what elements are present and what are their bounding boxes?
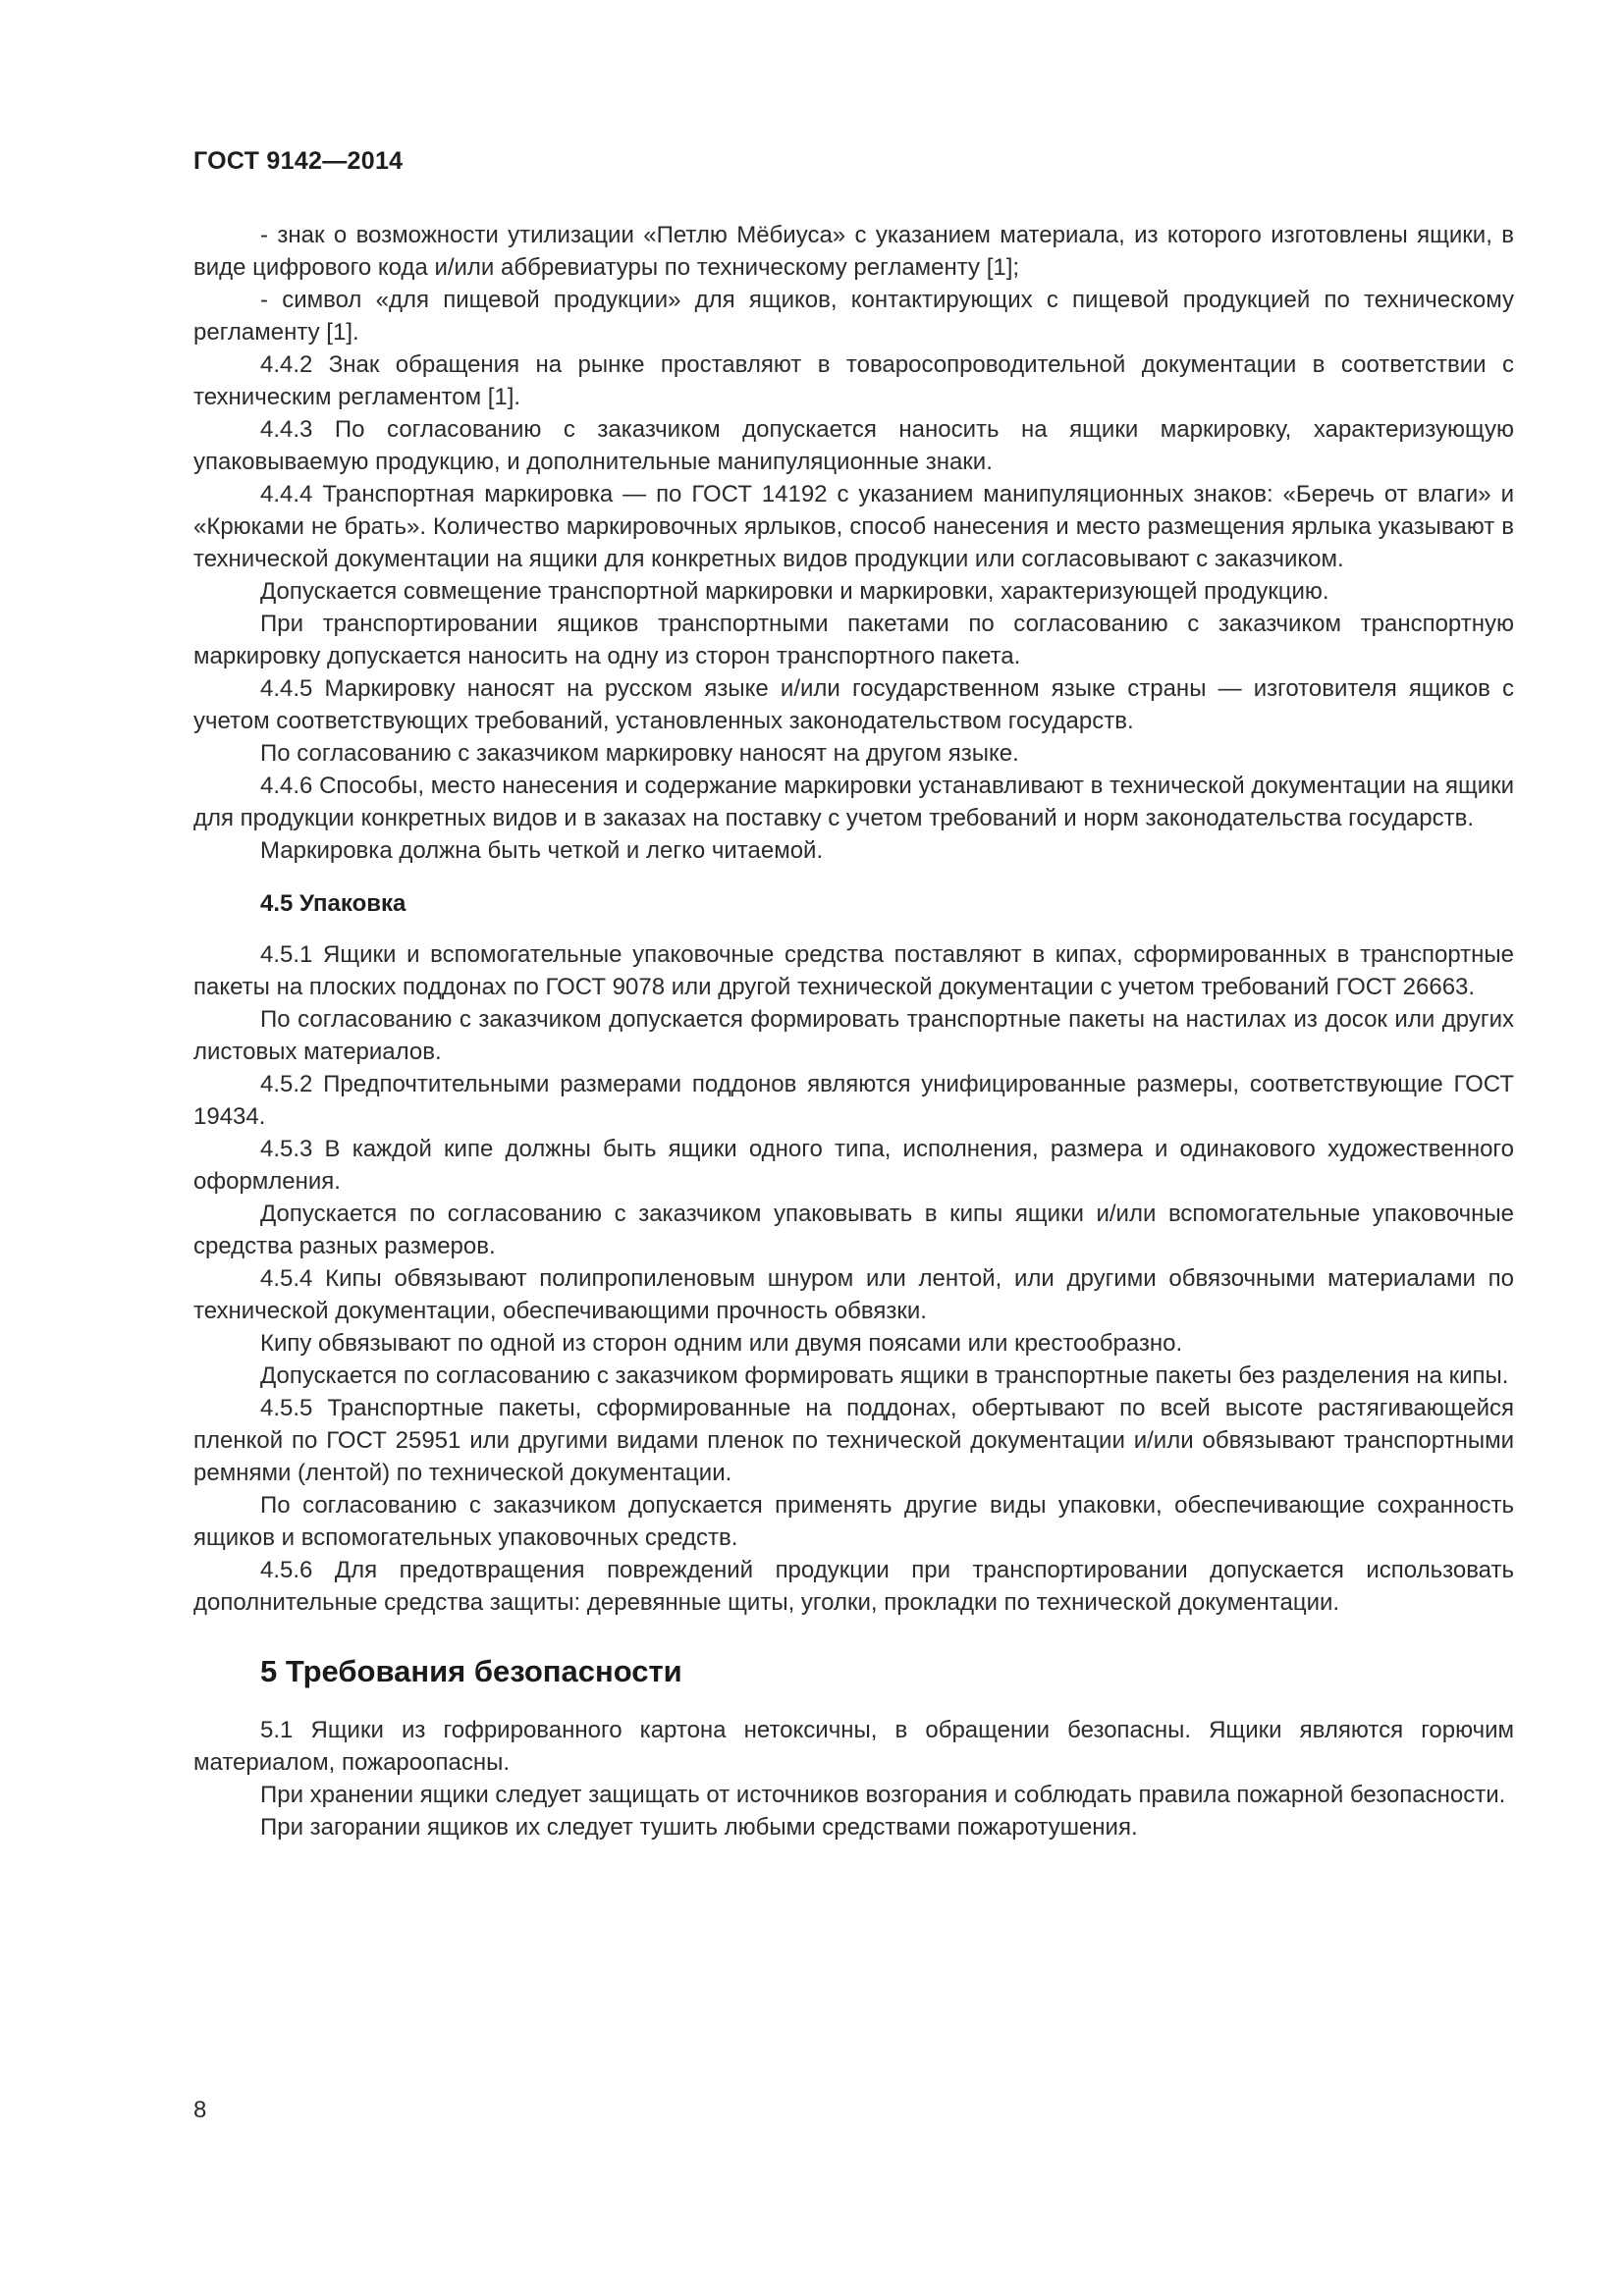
paragraph: 4.4.2 Знак обращения на рынке проставляют в товаросопроводительной документации в соответствии с техническим регламентом [1]. <box>193 351 1514 410</box>
paragraph: 4.5.2 Предпочтительными размерами поддонов являются унифицированные размеры, соответствующие ГОСТ 19434. <box>193 1071 1514 1130</box>
paragraph: 4.5.3 В каждой кипе должны быть ящики одного типа, исполнения, размера и одинакового художественного оформления. <box>193 1136 1514 1195</box>
paragraph: 4.4.5 Маркировку наносят на русском языке и/или государственном языке страны — изготовителя ящиков с учетом соответствующих требований, установленных законодательством государств. <box>193 675 1514 734</box>
paragraph: Кипу обвязывают по одной из сторон одним или двумя поясами или крестообразно. <box>260 1330 1183 1357</box>
document-body <box>193 219 1514 1843</box>
paragraph: 4.4.3 По согласованию с заказчиком допускается наносить на ящики маркировку, характеризующую упаковываемую продукцию, и дополнительные манипуляционные знаки. <box>193 416 1514 475</box>
paragraph: Допускается совмещение транспортной маркировки и маркировки, характеризующей продукцию. <box>260 578 1329 605</box>
paragraph: При хранении ящики следует защищать от источников возгорания и соблюдать правила пожарной безопасности. <box>260 1782 1506 1808</box>
subsection-title-packaging: 4.5 Упаковка <box>260 890 406 917</box>
document-header: ГОСТ 9142—2014 <box>193 147 404 175</box>
paragraph: 4.4.4 Транспортная маркировка — по ГОСТ 14192 с указанием манипуляционных знаков: «Беречь от влаги» и «Крюками не брать». Количество маркировочных ярлыков, способ нанесения и место размещения ярлыка указывают в технической документации на ящики для конкретных видов продукции или согласовывают с заказчиком. <box>193 481 1514 572</box>
paragraph: 4.5.5 Транспортные пакеты, сформированные на поддонах, обертывают по всей высоте растягивающейся пленкой по ГОСТ 25951 или другими видами пленок по технической документации и/или обвязывают транспортными ремнями (лентой) по технической документации. <box>193 1395 1514 1486</box>
paragraph: Допускается по согласованию с заказчиком формировать ящики в транспортные пакеты без разделения на кипы. <box>260 1362 1509 1389</box>
paragraph: По согласованию с заказчиком маркировку наносят на другом языке. <box>260 740 1019 767</box>
paragraph: При загорании ящиков их следует тушить любыми средствами пожаротушения. <box>260 1814 1138 1841</box>
paragraph: - знак о возможности утилизации «Петлю Мёбиуса» с указанием материала, из которого изготовлены ящики, в виде цифрового кода и/или аббревиатуры по техническому регламенту [1]; <box>193 222 1514 281</box>
paragraph: Маркировка должна быть четкой и легко читаемой. <box>260 837 824 864</box>
paragraph: 4.5.6 Для предотвращения повреждений продукции при транспортировании допускается использовать дополнительные средства защиты: деревянные щиты, уголки, прокладки по технической документации. <box>193 1557 1514 1616</box>
paragraph: По согласованию с заказчиком допускается применять другие виды упаковки, обеспечивающие сохранность ящиков и вспомогательных упаковочных средств. <box>193 1492 1514 1551</box>
page-number: 8 <box>193 2097 207 2123</box>
paragraph: 4.5.4 Кипы обвязывают полипропиленовым шнуром или лентой, или другими обвязочными материалами по технической документации, обеспечивающими прочность обвязки. <box>193 1265 1514 1324</box>
paragraph: 4.4.6 Способы, место нанесения и содержание маркировки устанавливают в технической документации на ящики для продукции конкретных видов и в заказах на поставку с учетом требований и норм законодательства государств. <box>193 773 1514 831</box>
paragraph: Допускается по согласованию с заказчиком упаковывать в кипы ящики и/или вспомогательные упаковочные средства разных размеров. <box>193 1201 1514 1259</box>
paragraph: 5.1 Ящики из гофрированного картона нетоксичны, в обращении безопасны. Ящики являются горючим материалом, пожароопасны. <box>193 1717 1514 1776</box>
paragraph: При транспортировании ящиков транспортными пакетами по согласованию с заказчиком транспортную маркировку допускается наносить на одну из сторон транспортного пакета. <box>193 611 1514 669</box>
paragraph: - символ «для пищевой продукции» для ящиков, контактирующих с пищевой продукцией по техническому регламенту [1]. <box>193 287 1514 346</box>
section-title-safety: 5 Требования безопасности <box>260 1654 682 1688</box>
paragraph: 4.5.1 Ящики и вспомогательные упаковочные средства поставляют в кипах, сформированных в транспортные пакеты на плоских поддонах по ГОСТ 9078 или другой технической документации с учетом требований ГОСТ 26663. <box>193 941 1514 1000</box>
paragraph: По согласованию с заказчиком допускается формировать транспортные пакеты на настилах из досок или других листовых материалов. <box>193 1006 1514 1065</box>
